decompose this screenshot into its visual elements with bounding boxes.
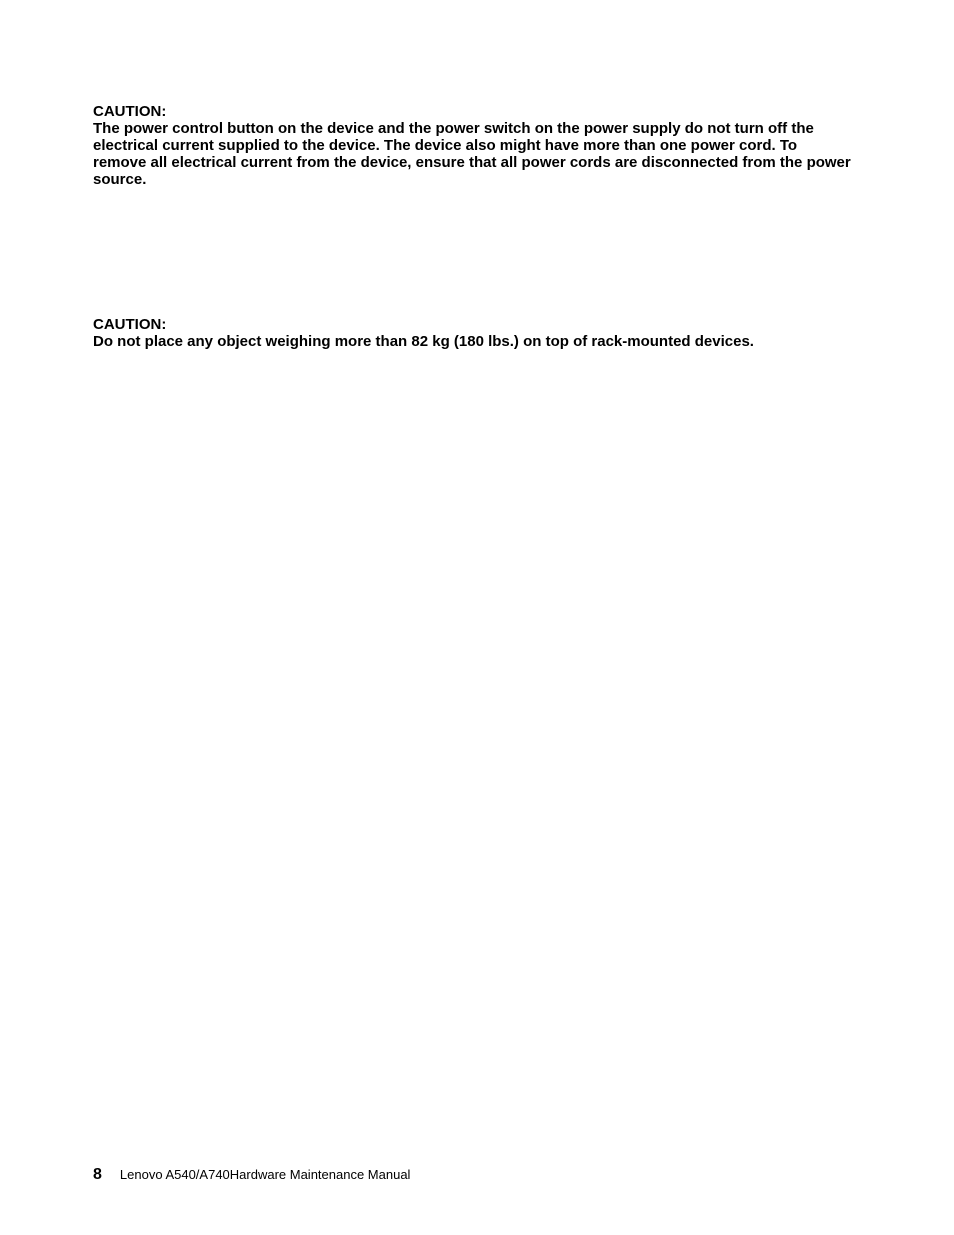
caution-text: Do not place any object weighing more than 82 kg (180 lbs.) on top of rack-mounted devices. [93,333,754,350]
caution-heading: CAUTION: [93,103,167,120]
page-number: 8 [93,1166,102,1183]
caution-block-power [93,103,853,188]
caution-heading: CAUTION: [93,316,167,333]
manual-title: Lenovo A540/A740Hardware Maintenance Manual [119,1167,411,1182]
caution-block-weight [93,316,853,350]
caution-text: The power control button on the device and the power switch on the power supply do not turn off the electrical current supplied to the device. The device also might have more than one power cord. To remove all electrical current from the device, ensure that all power cords are disconnected from the power source. [93,120,851,188]
page-footer [93,1166,410,1184]
